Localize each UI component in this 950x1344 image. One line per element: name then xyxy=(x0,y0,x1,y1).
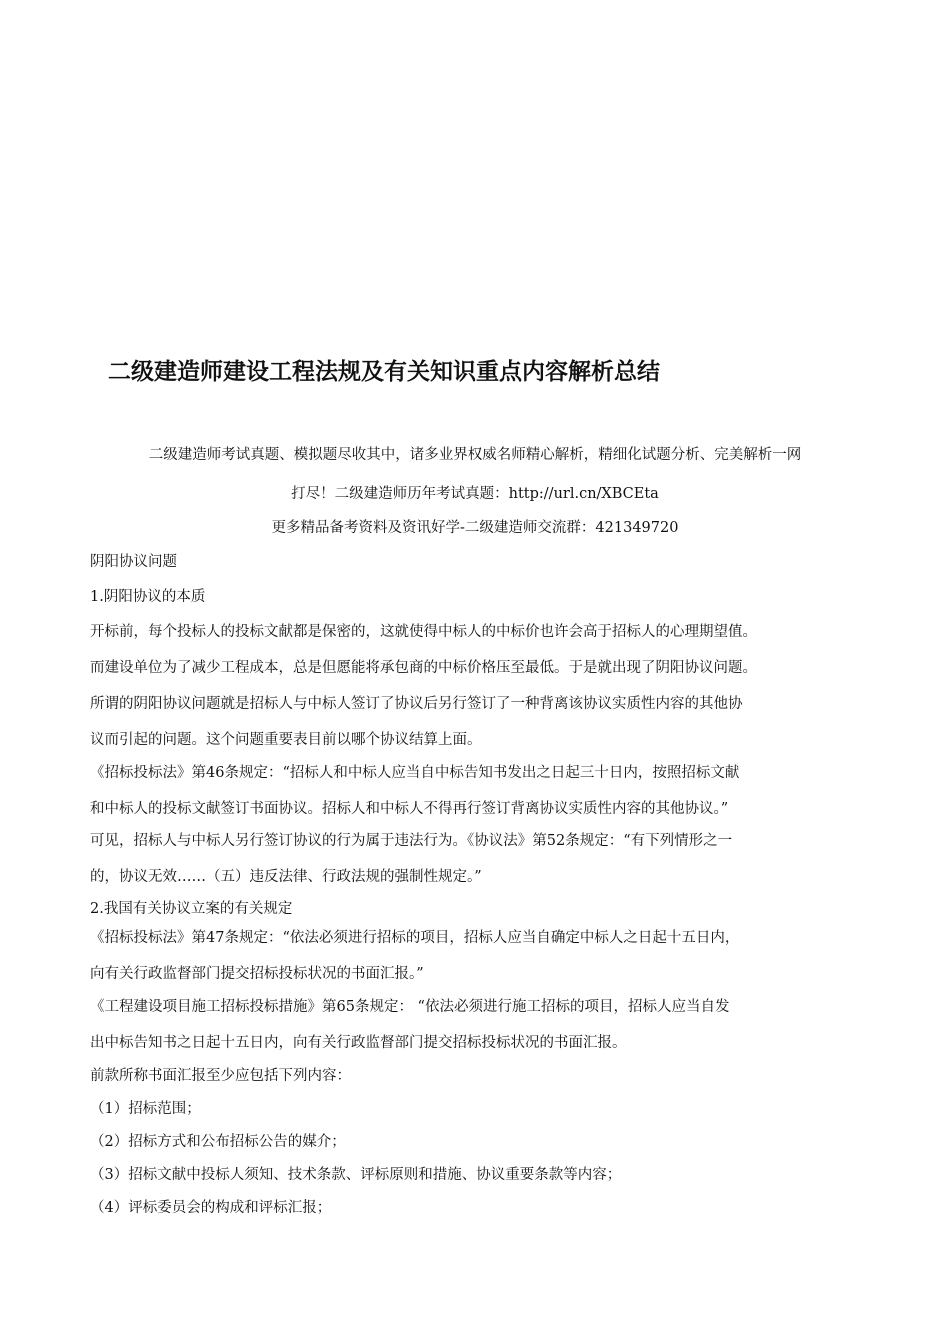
intro-line-1: 二级建造师考试真题、模拟题尽收其中，诸多业界权威名师精心解析，精细化试题分析、完美解析一网 xyxy=(148,447,802,463)
paragraph-line: 出中标告知书之日起十五日内，向有关行政监督部门提交招标投标状况的书面汇报。 xyxy=(90,1035,627,1051)
paragraph-line: 《工程建设项目施工招标投标措施》第65条规定： “依法必须进行施工招标的项目，招标人应当自发 xyxy=(90,999,730,1015)
paragraph-line: 《招标投标法》第46条规定：“招标人和中标人应当自中标告知书发出之日起三十日内，按照招标文献 xyxy=(90,765,740,781)
document-body xyxy=(90,550,870,1229)
paragraph-line: 的，协议无效……（五）违反法律、行政法规的强制性规定。” xyxy=(90,869,482,885)
subsection-heading: 1.阴阳协议的本质 xyxy=(90,589,206,605)
paragraph-line: 而建设单位为了减少工程成本，总是但愿能将承包商的中标价格压至最低。于是就出现了阴阳协议问题。 xyxy=(90,660,757,676)
document-title: 二级建造师建设工程法规及有关知识重点内容解析总结 xyxy=(108,359,660,385)
paragraph-line: 前款所称书面汇报至少应包括下列内容： xyxy=(90,1068,351,1084)
paragraph-line: 可见，招标人与中标人另行签订协议的行为属于违法行为。《协议法》第52条规定：“有下列情形之一 xyxy=(90,833,733,849)
paragraph-line: 和中标人的投标文献签订书面协议。招标人和中标人不得再行签订背离协议实质性内容的其他协议。” xyxy=(90,801,729,817)
paragraph-line: 《招标投标法》第47条规定：“依法必须进行招标的项目，招标人应当自确定中标人之日起十五日内， xyxy=(90,930,740,946)
subsection-heading: 2.我国有关协议立案的有关规定 xyxy=(90,901,293,917)
paragraph-line: 议而引起的问题。这个问题重要表目前以哪个协议结算上面。 xyxy=(90,732,482,748)
list-item: （3）招标文献中投标人须知、技术条款、评标原则和措施、协议重要条款等内容； xyxy=(90,1167,622,1183)
paragraph-line: 开标前，每个投标人的投标文献都是保密的，这就使得中标人的中标价也许会高于招标人的心理期望值。 xyxy=(90,624,757,640)
list-item: （4）评标委员会的构成和评标汇报； xyxy=(90,1200,332,1216)
paragraph-line: 向有关行政监督部门提交招标投标状况的书面汇报。” xyxy=(90,966,424,982)
list-item: （1）招标范围； xyxy=(90,1101,201,1117)
paragraph-line: 所谓的阴阳协议问题就是招标人与中标人签订了协议后另行签订了一种背离该协议实质性内容的其他协 xyxy=(90,696,743,712)
section-heading: 阴阳协议问题 xyxy=(90,554,177,570)
list-item: （2）招标方式和公布招标公告的媒介； xyxy=(90,1134,346,1150)
intro-line-2: 打尽！二级建造师历年考试真题：http://url.cn/XBCEta xyxy=(291,486,659,502)
intro-line-3: 更多精品备考资料及资讯好学-二级建造师交流群：421349720 xyxy=(271,520,679,536)
